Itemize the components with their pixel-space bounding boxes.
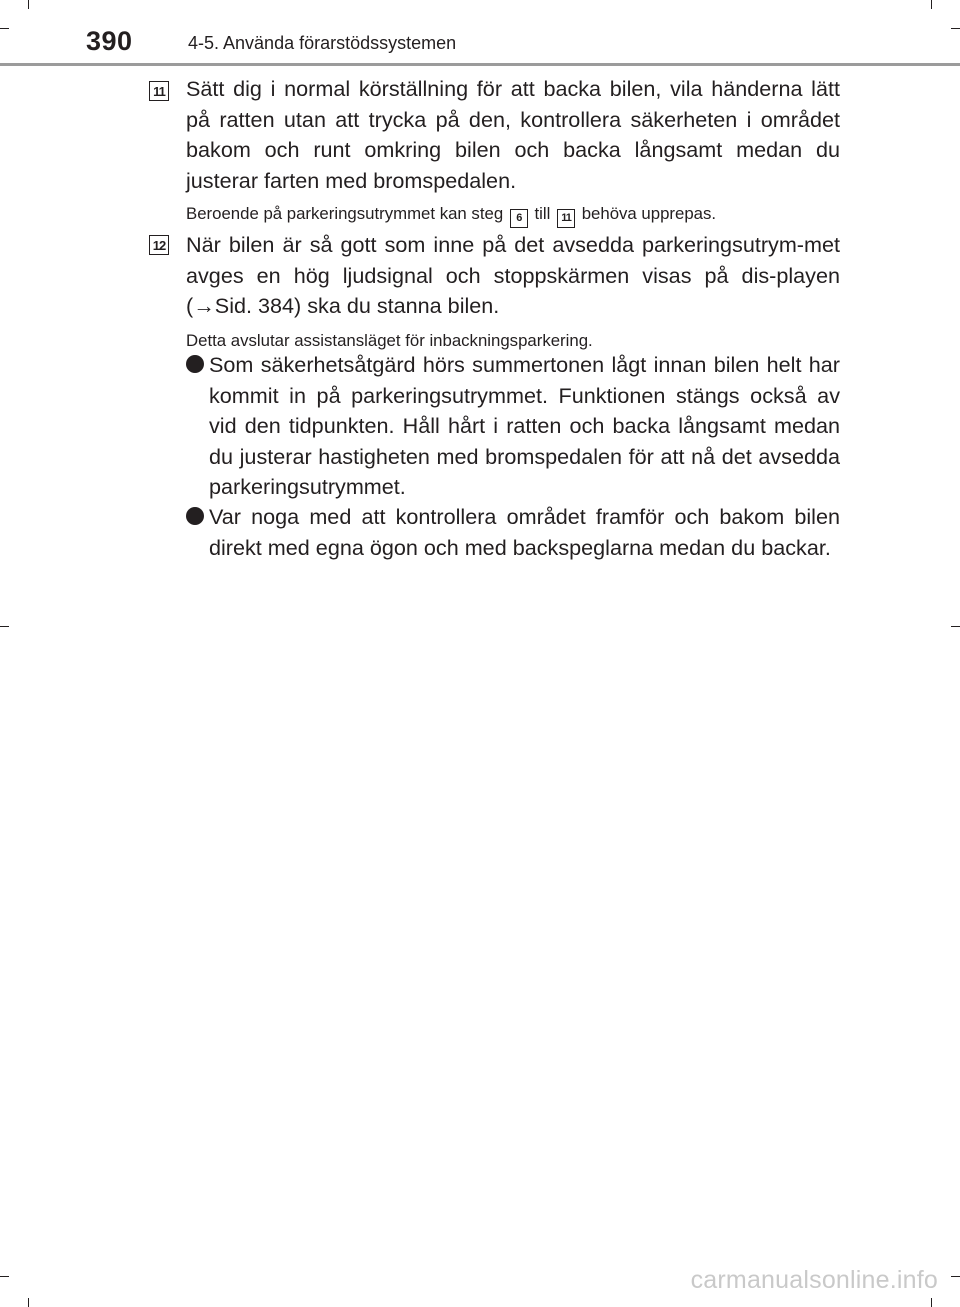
note-text-after: behöva upprepas. — [581, 204, 717, 223]
section-title: 4-5. Använda förarstödssystemen — [188, 33, 457, 53]
crop-mark — [0, 28, 9, 29]
bullet-text: Var noga med att kontrollera området framför och bakom bilen direkt med egna ögon och med backspeglarna medan du backar. — [209, 504, 840, 560]
bullet-item — [186, 350, 840, 503]
note-text-middle: till — [534, 204, 551, 223]
crop-mark — [931, 0, 932, 9]
page-number: 390 — [86, 26, 133, 56]
arrow-icon: → — [193, 293, 215, 319]
step-12-text-before: När bilen är så gott som inne på det avsedda parkeringsutrym-met avges en hög ljudsignal och stoppskärmen visas på dis-playen ( — [186, 232, 840, 319]
step-11-text: Sätt dig i normal körställning för att backa bilen, vila händerna lätt på ratten utan att trycka på den, kontrollera säkerheten i området bakom och runt omkring bilen och backa långsamt medan du justerar farten med bromspedalen. — [186, 76, 840, 193]
note-text-before: Beroende på parkeringsutrymmet kan steg — [186, 204, 504, 223]
step-12-note: Detta avslutar assistansläget för inbackningsparkering. — [186, 331, 593, 350]
bullet-item — [186, 502, 840, 563]
step-badge-12: 12 — [149, 235, 169, 255]
step-ref-badge-6: 6 — [510, 209, 528, 228]
crop-mark — [28, 0, 29, 9]
bullet-icon — [186, 355, 204, 373]
crop-mark — [0, 1276, 9, 1277]
step-12-text — [186, 230, 840, 322]
crop-mark — [931, 1298, 932, 1307]
crop-mark — [0, 626, 9, 627]
step-badge-11: 11 — [149, 81, 169, 101]
step-12-text-after: Sid. 384) ska du stanna bilen. — [214, 293, 500, 319]
crop-mark — [28, 1298, 29, 1307]
bullet-icon — [186, 507, 204, 525]
crop-mark — [951, 1276, 960, 1277]
header-rule — [0, 63, 960, 66]
crop-mark — [951, 28, 960, 29]
watermark: carmanualsonline.info — [690, 1266, 938, 1294]
crop-mark — [951, 626, 960, 627]
step-ref-badge-11: 11 — [557, 209, 575, 228]
step-11-note — [186, 204, 840, 228]
bullet-text: Som säkerhetsåtgärd hörs summertonen lågt innan bilen helt har kommit in på parkeringsutrymmet. Funktionen stängs också av vid den tidpunkten. Håll hårt i ratten och backa långsamt medan du justerar hastigheten med bromspedalen för att nå det avsedda parkeringsutrymmet. — [209, 352, 840, 500]
